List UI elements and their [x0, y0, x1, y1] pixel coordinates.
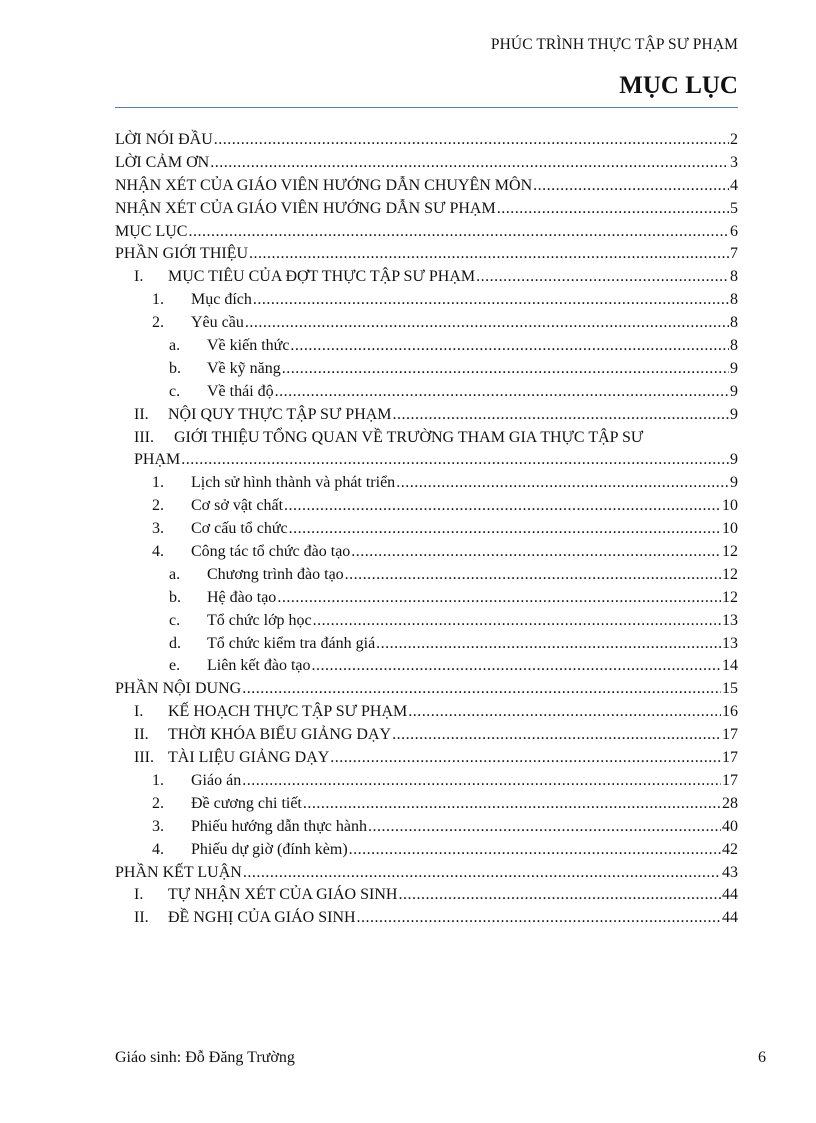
toc-entry[interactable]: 3. Cơ cấu tổ chức ..... 10 [115, 518, 738, 541]
toc-entry[interactable]: I. TỰ NHẬN XÉT CỦA GIÁO SINH ..... 44 [115, 884, 738, 907]
toc-entry[interactable]: PHẦN KẾT LUẬN ..... 43 [115, 862, 738, 885]
toc-entry[interactable]: 2. Cơ sở vật chất ..... 10 [115, 495, 738, 518]
toc-page-number: 12 [722, 543, 738, 561]
footer-page-number: 6 [758, 1049, 766, 1066]
toc-entry[interactable]: d. Tổ chức kiểm tra đánh giá ..... 13 [115, 633, 738, 656]
toc-entry[interactable]: c. Về thái độ ..... 9 [115, 381, 738, 404]
toc-page-number: 12 [722, 588, 738, 606]
toc-entry[interactable]: LỜI CẢM ƠN ..... 3 [115, 152, 738, 175]
table-of-contents [115, 129, 738, 930]
toc-page-number: 6 [730, 222, 738, 240]
toc-page-number: 43 [722, 863, 738, 881]
toc-entry[interactable]: 2. Đề cương chi tiết ..... 28 [115, 793, 738, 816]
toc-entry[interactable]: 4. Công tác tổ chức đào tạo ..... 12 [115, 541, 738, 564]
toc-page-number: 9 [730, 382, 738, 400]
header-rule [115, 107, 738, 108]
toc-entry[interactable]: b. Về kỹ năng ..... 9 [115, 358, 738, 381]
toc-entry[interactable]: 1. Giáo án ..... 17 [115, 770, 738, 793]
toc-entry[interactable]: e. Liên kết đào tạo ..... 14 [115, 655, 738, 678]
toc-entry-wrapped-first-line[interactable]: III. GIỚI THIỆU TỔNG QUAN VỀ TRƯỜNG THAM GIA THỰC TẬP SƯ [134, 428, 644, 446]
toc-page-number: 13 [722, 634, 738, 652]
toc-entry[interactable]: III. TÀI LIỆU GIẢNG DẠY ..... 17 [115, 747, 738, 770]
toc-page-number: 2 [730, 131, 738, 148]
toc-page-number: 9 [730, 405, 738, 423]
toc-entry[interactable]: 4. Phiếu dự giờ (đính kèm) ..... 42 [115, 839, 738, 862]
toc-page-number: 10 [722, 497, 738, 515]
toc-page-number: 8 [730, 268, 738, 286]
toc-page-number: 3 [730, 153, 738, 171]
toc-entry[interactable]: 1. Mục đích ..... 8 [115, 289, 738, 312]
toc-entry[interactable]: II. NỘI QUY THỰC TẬP SƯ PHẠM ..... 9 [115, 404, 738, 427]
toc-page-number: 13 [722, 611, 738, 629]
toc-page-number: 15 [722, 680, 738, 698]
toc-page-number: 42 [722, 840, 738, 858]
toc-page-number: 28 [722, 794, 738, 812]
toc-entry[interactable]: b. Hệ đào tạo ..... 12 [115, 587, 738, 610]
toc-page-number: 14 [722, 657, 738, 675]
toc-entry[interactable]: LỜI NÓI ĐẦU ..... 2 [115, 129, 738, 152]
toc-entry[interactable]: NHẬN XÉT CỦA GIÁO VIÊN HƯỚNG DẪN CHUYÊN MÔN ..... 4 [115, 175, 738, 198]
toc-page-number: 44 [722, 909, 738, 927]
toc-page-number: 10 [722, 520, 738, 538]
toc-page-number: 17 [722, 749, 738, 767]
toc-entry[interactable]: MỤC LỤC ..... 6 [115, 221, 738, 244]
toc-page-number: 9 [730, 474, 738, 492]
toc-entry[interactable]: 2. Yêu cầu ..... 8 [115, 312, 738, 335]
page-title: MỤC LỤC [619, 72, 738, 99]
toc-page-number: 7 [730, 245, 738, 263]
toc-page-number: 8 [730, 314, 738, 332]
toc-page-number: 12 [722, 565, 738, 583]
toc-entry[interactable]: 3. Phiếu hướng dẫn thực hành ..... 40 [115, 816, 738, 839]
toc-page-number: 44 [722, 886, 738, 904]
toc-entry[interactable]: a. Về kiến thức ..... 8 [115, 335, 738, 358]
toc-entry[interactable]: a. Chương trình đào tạo ..... 12 [115, 564, 738, 587]
toc-entry[interactable]: II. ĐỀ NGHỊ CỦA GIÁO SINH ..... 44 [115, 907, 738, 930]
toc-page-number: 17 [722, 726, 738, 744]
toc-entry[interactable]: c. Tổ chức lớp học ..... 13 [115, 610, 738, 633]
toc-page-number: 8 [730, 337, 738, 355]
toc-page-number: 9 [730, 359, 738, 377]
toc-page-number: 8 [730, 291, 738, 309]
toc-page-number: 16 [722, 703, 738, 721]
toc-entry[interactable]: PHẦN NỘI DUNG ..... 15 [115, 678, 738, 701]
running-header: PHÚC TRÌNH THỰC TẬP SƯ PHẠM [490, 36, 738, 53]
toc-entry[interactable]: 1. Lịch sử hình thành và phát triển ..... 9 [115, 472, 738, 495]
toc-page-number: 17 [722, 771, 738, 789]
footer-author: Giáo sinh: Đỗ Đăng Trường [115, 1049, 295, 1066]
toc-page-number: 5 [730, 199, 738, 217]
toc-entry[interactable]: PHẦN GIỚI THIỆU ..... 7 [115, 243, 738, 266]
toc-entry[interactable]: I. MỤC TIÊU CỦA ĐỢT THỰC TẬP SƯ PHẠM ..... 8 [115, 266, 738, 289]
toc-page-number: 40 [722, 817, 738, 835]
toc-entry[interactable]: I. KẾ HOẠCH THỰC TẬP SƯ PHẠM ..... 16 [115, 701, 738, 724]
toc-entry[interactable]: NHẬN XÉT CỦA GIÁO VIÊN HƯỚNG DẪN SƯ PHẠM ..... 5 [115, 198, 738, 221]
toc-page-number: 4 [730, 176, 738, 194]
toc-entry[interactable]: II. THỜI KHÓA BIỂU GIẢNG DẠY ..... 17 [115, 724, 738, 747]
toc-page-number: 9 [730, 451, 738, 469]
toc-entry-wrapped-continuation[interactable]: PHẠM ..... 9 [115, 449, 738, 472]
